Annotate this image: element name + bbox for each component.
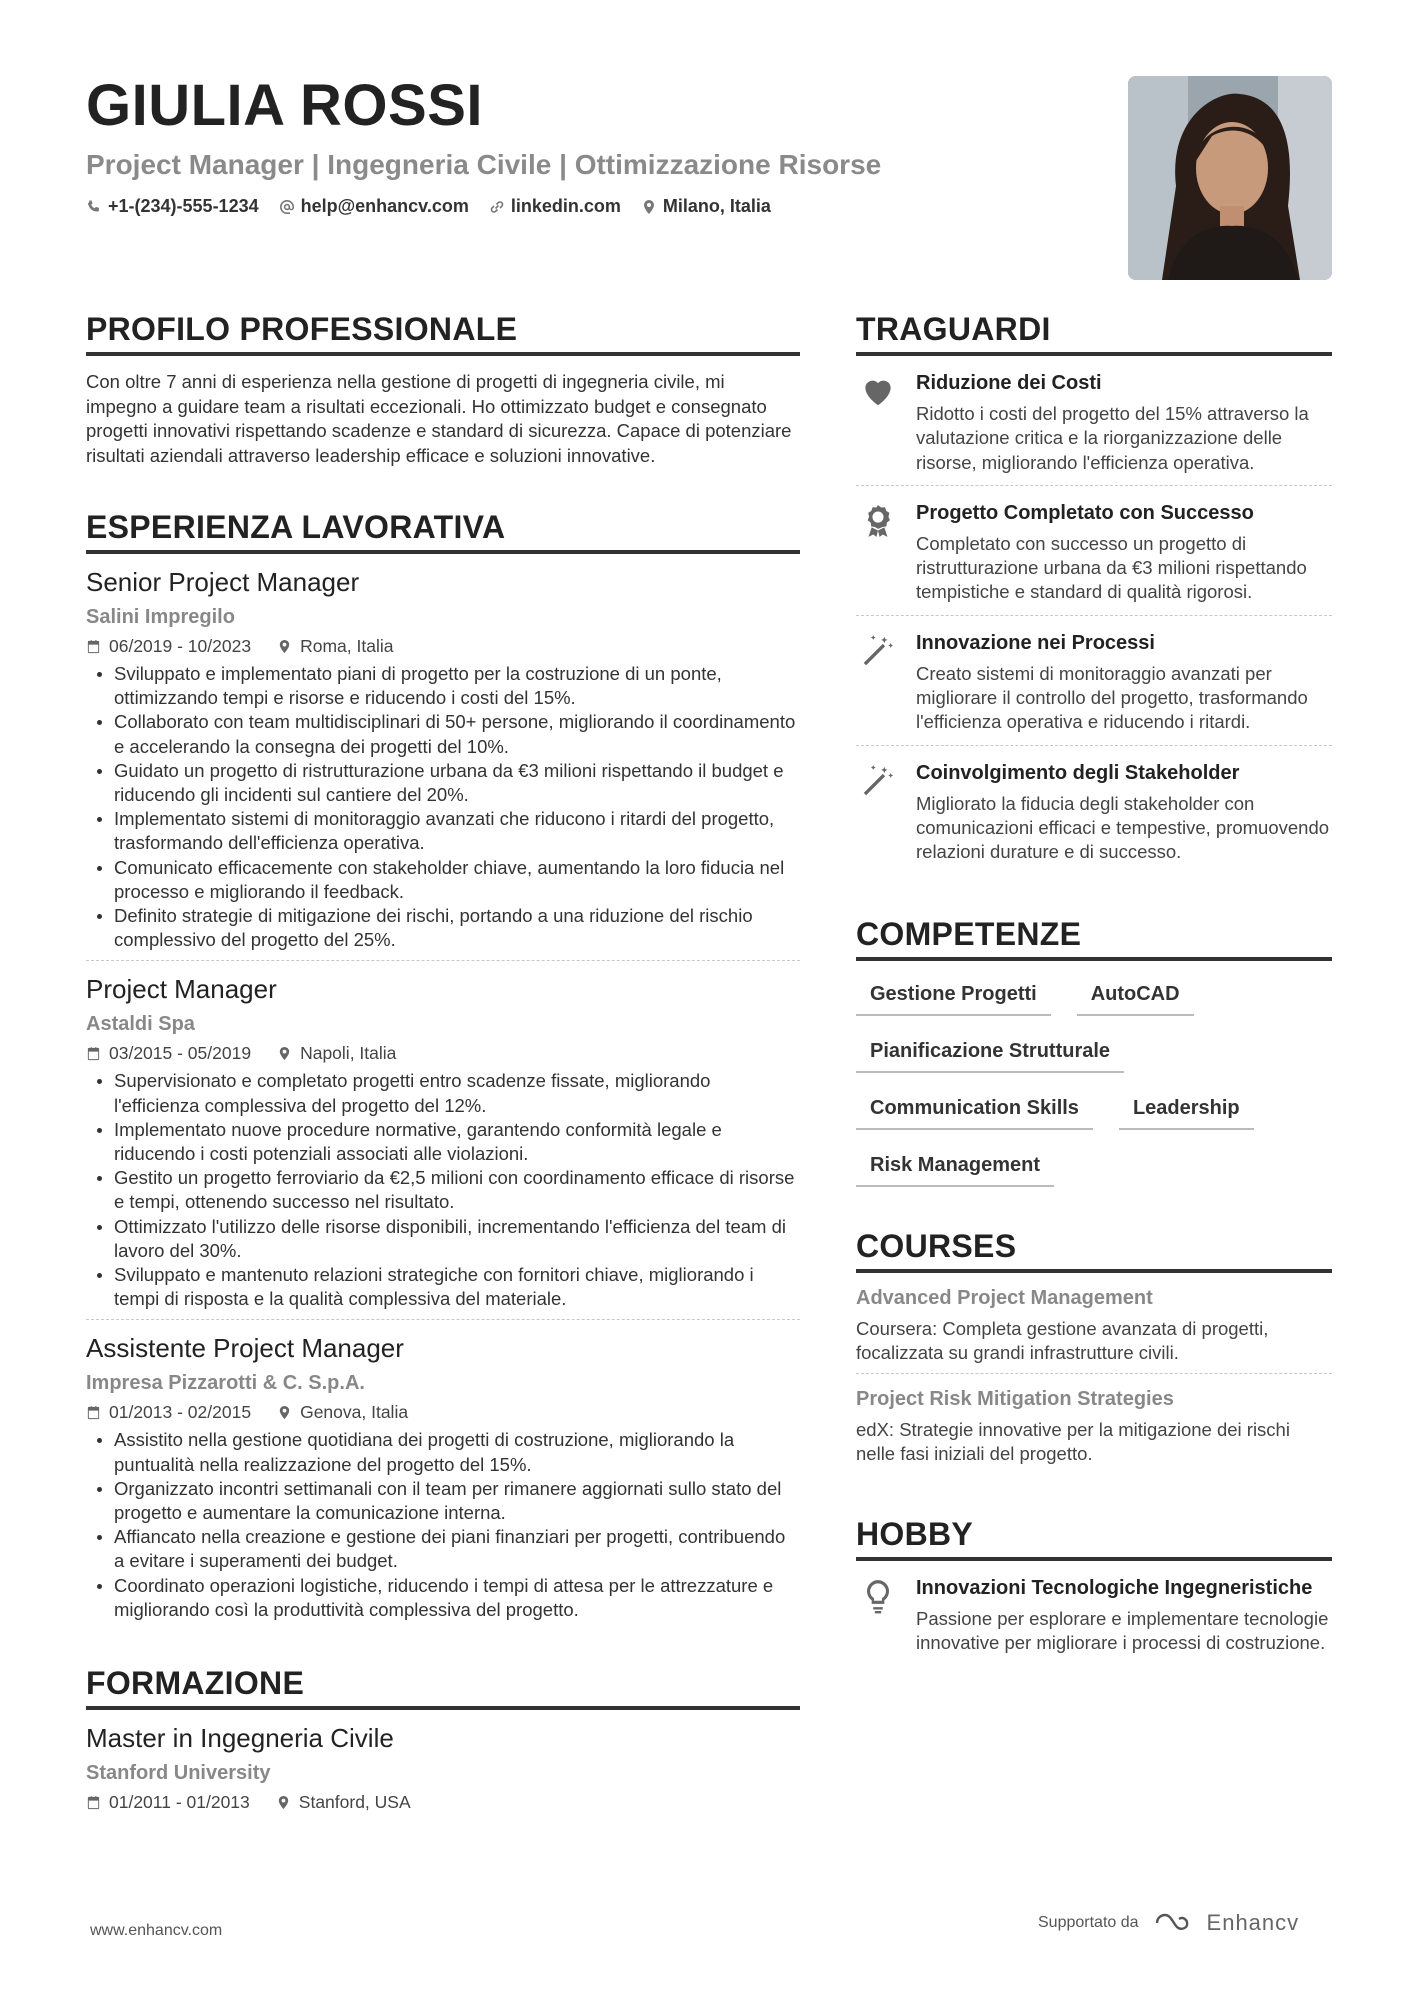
brand-name: Enhancv <box>1206 1910 1300 1935</box>
calendar-icon <box>86 1046 101 1061</box>
job-location <box>277 1041 396 1065</box>
school-name: Stanford University <box>86 1762 271 1785</box>
contact-email[interactable] <box>279 196 469 217</box>
hobby-desc: Passione per esplorare e implementare tecnologie innovative per migliorare i processi di costruzione. <box>916 1607 1329 1654</box>
achievement-item <box>856 356 1332 486</box>
at-icon <box>279 199 295 215</box>
footer-website[interactable]: www.enhancv.com <box>90 1922 223 1939</box>
job-bullets <box>86 1428 800 1622</box>
education-dates-text: 01/2011 - 01/2013 <box>109 1792 250 1813</box>
courses-heading: COURSES <box>856 1227 1332 1273</box>
course-desc: Coursera: Completa gestione avanzata di progetti, focalizzata su grandi infrastrutture civili. <box>856 1317 1269 1363</box>
experience-section <box>86 508 800 1630</box>
achievement-desc: Ridotto i costi del progetto del 15% attraverso la valutazione critica e la riorganizzazione delle risorse, migliorando l'efficienza operativa. <box>916 403 1309 473</box>
link-icon <box>489 199 505 215</box>
bullet-item: Organizzato incontri settimanali con il team per rimanere aggiornati sullo stato del progetto e aumentare la comunicazione interna. <box>86 1477 800 1525</box>
achievements-heading: TRAGUARDI <box>856 310 1332 356</box>
experience-heading: ESPERIENZA LAVORATIVA <box>86 508 800 554</box>
profile-photo <box>1128 76 1332 280</box>
right-column <box>856 310 1332 1705</box>
job-bullets <box>86 662 800 952</box>
bullet-item: Coordinato operazioni logistiche, riducendo i tempi di attesa per le attrezzature e migliorando così la produttività complessiva del progetto. <box>86 1574 800 1622</box>
left-column <box>86 310 800 1862</box>
award-icon <box>859 502 897 540</box>
achievement-title: Riduzione dei Costi <box>916 372 1102 394</box>
skills-heading: COMPETENZE <box>856 915 1332 961</box>
bullet-item: Assistito nella gestione quotidiana dei progetti di costruzione, migliorando la puntualità nella realizzazione del progetto del 15%. <box>86 1428 800 1476</box>
contact-location <box>641 196 771 217</box>
calendar-icon <box>86 639 101 654</box>
map-pin-icon <box>641 199 657 215</box>
achievements-section <box>856 310 1332 875</box>
skills-list <box>856 979 1332 1187</box>
hobby-heading: HOBBY <box>856 1515 1332 1561</box>
achievement-title: Innovazione nei Processi <box>916 631 1155 654</box>
job-title: Project Manager <box>86 974 277 1005</box>
linkedin-link[interactable]: linkedin.com <box>510 196 621 216</box>
job-dates <box>86 1041 251 1065</box>
skill-tag: Communication Skills <box>856 1093 1093 1130</box>
job-entry <box>86 554 800 961</box>
powered-by-text: Supportato da <box>1038 1914 1139 1931</box>
job-location-text: Napoli, Italia <box>300 1043 397 1064</box>
achievement-item <box>856 616 1332 746</box>
achievement-item <box>856 486 1332 616</box>
map-pin-icon <box>276 1795 291 1810</box>
achievement-icon-wrap <box>856 630 900 735</box>
heart-icon <box>859 372 897 410</box>
profile-section <box>86 310 800 468</box>
bullet-item: Sviluppato e implementato piani di progetto per la costruzione di un ponte, ottimizzando tempi e risorse e riducendo i costi del 15%. <box>86 662 800 710</box>
skill-tag: AutoCAD <box>1077 979 1194 1016</box>
candidate-name: GIULIA ROSSI <box>86 73 483 138</box>
skill-tag: Risk Management <box>856 1150 1054 1187</box>
phone-icon <box>86 199 102 215</box>
achievement-icon-wrap <box>856 370 900 475</box>
hobby-section <box>856 1515 1332 1666</box>
course-desc: edX: Strategie innovative per la mitigazione dei rischi nelle fasi iniziali del progetto. <box>856 1419 1290 1465</box>
job-meta <box>86 634 800 658</box>
skills-section <box>856 915 1332 1187</box>
job-location <box>277 634 393 658</box>
bullet-item: Implementato sistemi di monitoraggio avanzati che riducono i ritardi del progetto, trasformando dell'efficienza operativa. <box>86 807 800 855</box>
magic-wand-icon <box>859 762 897 800</box>
bullet-item: Comunicato efficacemente con stakeholder chiave, aumentando la loro fiducia nel processo e migliorando il feedback. <box>86 856 800 904</box>
profile-summary: Con oltre 7 anni di esperienza nella gestione di progetti di ingegneria civile, mi impegno a guidare team a risultati eccezionali. Ho ottimizzato budget e consegnato progetti innovativi rispettando scadenze e standard di sicurezza. Capace di potenziare risultati aziendali attraverso leadership efficace e soluzioni innovative. <box>86 371 792 466</box>
job-meta <box>86 1041 800 1065</box>
education-section <box>86 1664 800 1822</box>
job-dates <box>86 1400 251 1424</box>
courses-section <box>856 1227 1332 1475</box>
bullet-item: Supervisionato e completato progetti entro scadenze fissate, migliorando l'efficienza complessiva del progetto del 12%. <box>86 1069 800 1117</box>
achievement-icon-wrap <box>856 760 900 865</box>
map-pin-icon <box>277 1046 292 1061</box>
hobby-icon-wrap <box>856 1575 900 1656</box>
achievement-desc: Completato con successo un progetto di ristrutturazione urbana da €3 milioni rispettando tempistiche e standard di qualità rigorosi. <box>916 532 1307 603</box>
bullet-item: Gestito un progetto ferroviario da €2,5 milioni con coordinamento efficace di risorse e tempi, ottenendo successo nel risultato. <box>86 1166 800 1214</box>
education-location-text: Stanford, USA <box>298 1792 411 1813</box>
bullet-item: Collaborato con team multidisciplinari di 50+ persone, migliorando il coordinamento e accelerando la consegna dei progetti del 10%. <box>86 710 800 758</box>
job-title: Assistente Project Manager <box>86 1333 404 1364</box>
job-dates-text: 06/2019 - 10/2023 <box>109 636 252 656</box>
contact-linkedin[interactable] <box>489 196 621 217</box>
lightbulb-icon <box>859 1577 897 1615</box>
bullet-item: Sviluppato e mantenuto relazioni strategiche con fornitori chiave, migliorando i tempi di risposta e la qualità complessiva del materiale. <box>86 1263 800 1311</box>
achievement-desc: Creato sistemi di monitoraggio avanzati per migliorare il controllo del progetto, trasformando l'efficienza operativa e riducendo i ritardi. <box>916 662 1308 733</box>
bullet-item: Guidato un progetto di ristrutturazione urbana da €3 milioni rispettando il budget e riducendo gli incidenti sul cantiere del 20%. <box>86 759 800 807</box>
course-item <box>856 1273 1332 1375</box>
contact-row <box>86 196 1086 217</box>
education-heading: FORMAZIONE <box>86 1664 800 1710</box>
map-pin-icon <box>277 639 292 654</box>
enhancv-logo-icon <box>1153 1911 1197 1935</box>
email-link[interactable]: help@enhancv.com <box>300 196 469 216</box>
hobby-title: Innovazioni Tecnologiche Ingegneristiche <box>916 1576 1313 1599</box>
resume-header <box>86 74 1086 217</box>
job-entry <box>86 1320 800 1630</box>
calendar-icon <box>86 1795 101 1810</box>
education-entry <box>86 1710 800 1822</box>
achievement-desc: Migliorato la fiducia degli stakeholder con comunicazioni efficaci e tempestive, promuovendo relazioni durature e di successo. <box>916 792 1330 863</box>
job-location-text: Roma, Italia <box>300 636 394 656</box>
job-company: Salini Impregilo <box>86 606 235 628</box>
enhancv-logo[interactable] <box>1153 1910 1300 1936</box>
achievement-icon-wrap <box>856 500 900 605</box>
job-company: Astaldi Spa <box>86 1013 195 1036</box>
job-dates-text: 03/2015 - 05/2019 <box>109 1043 252 1064</box>
profile-heading: PROFILO PROFESSIONALE <box>86 310 800 356</box>
job-company: Impresa Pizzarotti & C. S.p.A. <box>86 1372 365 1395</box>
course-item <box>856 1374 1332 1475</box>
bullet-item: Ottimizzato l'utilizzo delle risorse disponibili, incrementando l'efficienza del team di lavoro del 30%. <box>86 1215 800 1263</box>
job-meta <box>86 1400 800 1424</box>
education-location <box>276 1790 411 1814</box>
education-meta <box>86 1790 800 1814</box>
education-dates <box>86 1790 250 1814</box>
portrait-image <box>1128 76 1332 280</box>
job-bullets <box>86 1069 800 1311</box>
degree-title: Master in Ingegneria Civile <box>86 1723 394 1754</box>
job-title: Senior Project Manager <box>86 567 360 597</box>
job-entry <box>86 961 800 1320</box>
location-text: Milano, Italia <box>662 196 771 216</box>
job-dates-text: 01/2013 - 02/2015 <box>109 1402 252 1423</box>
magic-wand-icon <box>859 632 897 670</box>
bullet-item: Affiancato nella creazione e gestione dei piani finanziari per progetti, contribuendo a evitare i superamenti dei budget. <box>86 1525 800 1573</box>
achievement-title: Progetto Completato con Successo <box>916 501 1254 524</box>
bullet-item: Definito strategie di mitigazione dei rischi, portando a una riduzione del rischio complessivo del progetto del 25%. <box>86 904 800 952</box>
map-pin-icon <box>277 1405 292 1420</box>
course-title: Project Risk Mitigation Strategies <box>856 1388 1174 1411</box>
skill-tag: Pianificazione Strutturale <box>856 1036 1124 1073</box>
job-dates <box>86 634 251 658</box>
job-location-text: Genova, Italia <box>300 1402 409 1423</box>
skill-tag: Leadership <box>1119 1093 1254 1130</box>
calendar-icon <box>86 1405 101 1420</box>
skill-tag: Gestione Progetti <box>856 979 1051 1016</box>
candidate-title: Project Manager | Ingegneria Civile | Ottimizzazione Risorse <box>86 149 882 180</box>
achievement-title: Coinvolgimento degli Stakeholder <box>916 761 1240 784</box>
achievement-item <box>856 746 1332 875</box>
phone-text: +1-(234)-555-1234 <box>108 196 259 216</box>
job-location <box>277 1400 408 1424</box>
footer-brand <box>1038 1910 1299 1936</box>
bullet-item: Implementato nuove procedure normative, garantendo conformità legale e riducendo i costi potenziali associati alle violazioni. <box>86 1118 800 1166</box>
hobby-item <box>856 1561 1332 1666</box>
contact-phone <box>86 196 259 217</box>
course-title: Advanced Project Management <box>856 1286 1153 1309</box>
